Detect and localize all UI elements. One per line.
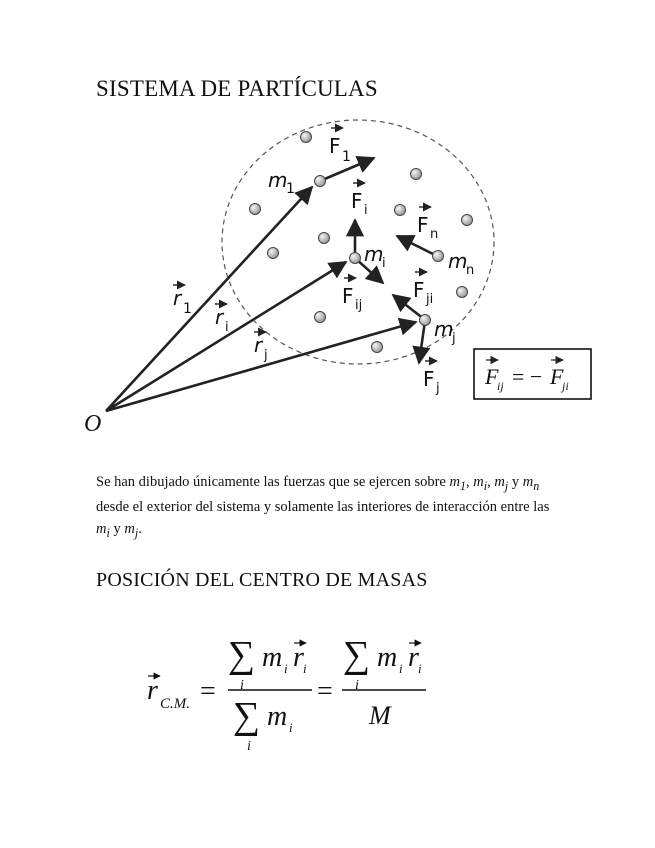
svg-text:= −: = −: [512, 364, 543, 389]
svg-text:∑: ∑: [343, 634, 371, 676]
svg-text:i: i: [303, 661, 307, 676]
svg-text:j: j: [264, 348, 268, 363]
svg-text:F: F: [485, 364, 499, 389]
svg-text:i: i: [225, 320, 229, 335]
svg-text:ji: ji: [426, 292, 434, 307]
svg-text:m: m: [448, 249, 468, 273]
fraction-1: [228, 634, 312, 754]
svg-text:C.M.: C.M.: [160, 696, 190, 712]
equals-sign-2: =: [317, 676, 333, 707]
formula-lhs: [147, 675, 190, 712]
svg-text:n: n: [430, 227, 439, 242]
svg-text:1: 1: [342, 149, 351, 165]
svg-text:m: m: [434, 317, 454, 341]
svg-text:r: r: [147, 675, 158, 706]
svg-text:F: F: [550, 364, 564, 389]
svg-text:M: M: [369, 701, 391, 730]
section-title-center-of-mass: POSICIÓN DEL CENTRO DE MASAS: [96, 569, 428, 591]
svg-text:i: i: [289, 720, 293, 735]
fraction-2: [342, 634, 426, 730]
equals-sign-1: =: [200, 676, 216, 707]
section-title-particle-system: SISTEMA DE PARTÍCULAS: [96, 76, 378, 101]
svg-text:ij: ij: [355, 298, 363, 313]
svg-text:F: F: [413, 278, 425, 302]
svg-text:i: i: [240, 678, 244, 693]
svg-text:m: m: [267, 701, 288, 732]
svg-text:F: F: [342, 284, 354, 308]
svg-text:r: r: [408, 642, 419, 673]
svg-text:i: i: [364, 203, 368, 218]
svg-text:F: F: [423, 367, 435, 391]
svg-text:m: m: [377, 642, 398, 673]
svg-text:ji: ji: [562, 379, 569, 393]
svg-text:m: m: [262, 642, 283, 673]
svg-text:F: F: [329, 134, 341, 158]
svg-text:r: r: [293, 642, 304, 673]
svg-text:i: i: [382, 256, 386, 271]
svg-text:ij: ij: [497, 379, 504, 393]
svg-text:i: i: [399, 661, 403, 676]
svg-text:∑: ∑: [228, 634, 256, 676]
origin-label: O: [84, 411, 102, 437]
svg-text:j: j: [452, 331, 456, 346]
svg-text:n: n: [466, 263, 475, 278]
svg-text:r: r: [215, 305, 224, 329]
svg-text:∑: ∑: [233, 695, 261, 737]
svg-text:i: i: [247, 739, 251, 754]
svg-text:i: i: [284, 661, 288, 676]
diagram-caption: Se han dibujado únicamente las fuerzas que se ejercen sobre $m_1$, $m_i$, $m_j$ y $m_n$ desde el exterior del sistema y solamente las interiores de interacción entre las $m_i$ y $m_j$.: [96, 473, 550, 541]
svg-text:F: F: [351, 189, 363, 213]
svg-text:1: 1: [286, 181, 295, 197]
svg-text:m: m: [268, 168, 288, 192]
svg-text:i: i: [355, 678, 359, 693]
svg-text:r: r: [254, 333, 263, 357]
svg-text:F: F: [417, 213, 429, 237]
svg-text:1: 1: [183, 301, 192, 317]
svg-text:i: i: [418, 661, 422, 676]
svg-text:m: m: [364, 242, 384, 266]
svg-text:j: j: [436, 381, 440, 396]
svg-text:r: r: [173, 286, 182, 310]
